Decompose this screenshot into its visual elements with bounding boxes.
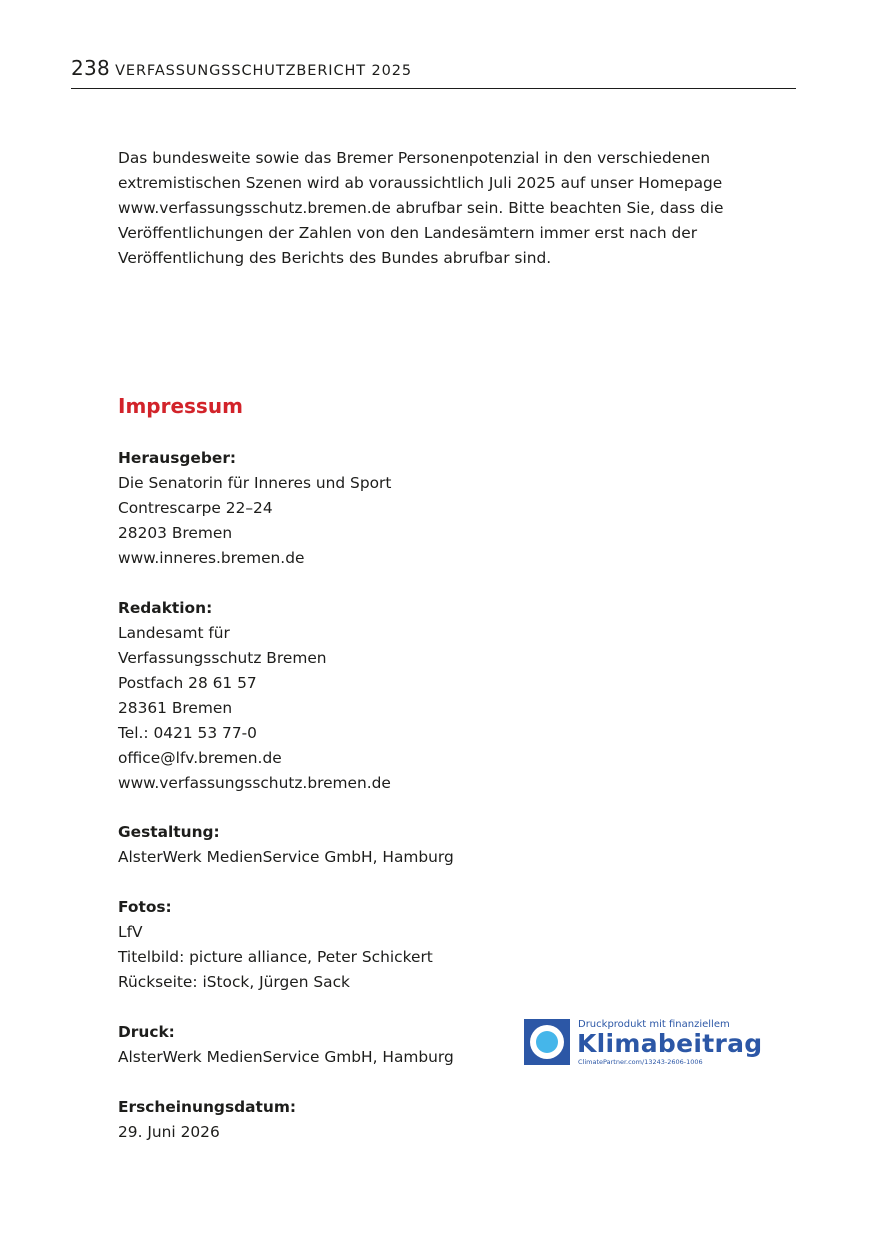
section-label: Herausgeber: — [118, 449, 237, 467]
druck-section — [118, 1020, 454, 1070]
section-label: Fotos: — [118, 898, 172, 916]
section-line: Rückseite: iStock, Jürgen Sack — [118, 973, 350, 991]
fotos-section — [118, 895, 433, 995]
section-label: Gestaltung: — [118, 823, 220, 841]
climate-logo-icon — [524, 1019, 570, 1065]
erscheinungsdatum-section — [118, 1095, 296, 1145]
badge-main-text: Klimabeitrag — [577, 1029, 763, 1058]
intro-line: extremistischen Szenen wird ab voraussichtlich Juli 2025 auf unser Homepage — [118, 174, 723, 192]
page-header — [71, 56, 796, 89]
publication-date: 29. Juni 2026 — [118, 1123, 220, 1141]
section-label: Erscheinungsdatum: — [118, 1098, 297, 1116]
section-label: Redaktion: — [118, 599, 213, 617]
intro-line: www.verfassungsschutz.bremen.de abrufbar sein. Bitte beachten Sie, dass die — [118, 199, 724, 217]
website-link[interactable]: www.inneres.bremen.de — [118, 549, 305, 567]
intro-line: Veröffentlichung des Berichts des Bundes abrufbar sind. — [118, 249, 552, 267]
section-line: Landesamt für — [118, 624, 230, 642]
section-line: AlsterWerk MedienService GmbH, Hamburg — [118, 1048, 454, 1066]
section-line: AlsterWerk MedienService GmbH, Hamburg — [118, 848, 454, 866]
intro-line: Das bundesweite sowie das Bremer Personenpotenzial in den verschiedenen — [118, 149, 711, 167]
email-link[interactable]: office@lfv.bremen.de — [118, 749, 282, 767]
section-line: LfV — [118, 923, 143, 941]
section-label: Druck: — [118, 1023, 175, 1041]
impressum-heading: Impressum — [118, 394, 243, 418]
section-line: Titelbild: picture alliance, Peter Schickert — [118, 948, 433, 966]
website-link[interactable]: www.verfassungsschutz.bremen.de — [118, 774, 391, 792]
section-line: 28203 Bremen — [118, 524, 233, 542]
section-line: Verfassungsschutz Bremen — [118, 649, 327, 667]
badge-top-text: Druckprodukt mit finanziellem — [578, 1019, 730, 1030]
intro-line: Veröffentlichungen der Zahlen von den Landesämtern immer erst nach der — [118, 224, 698, 242]
redaktion-section — [118, 596, 391, 796]
section-line: Contrescarpe 22–24 — [118, 499, 273, 517]
section-line: 28361 Bremen — [118, 699, 233, 717]
section-line: Postfach 28 61 57 — [118, 674, 257, 692]
section-line: Die Senatorin für Inneres und Sport — [118, 474, 392, 492]
intro-paragraph — [118, 146, 758, 271]
badge-url-text: ClimatePartner.com/13243-2606-1006 — [578, 1058, 703, 1066]
herausgeber-section — [118, 446, 391, 571]
gestaltung-section — [118, 820, 454, 870]
page-number: 238 — [71, 56, 111, 80]
phone-number: Tel.: 0421 53 77-0 — [118, 724, 257, 742]
running-title: VERFASSUNGSSCHUTZBERICHT 2025 — [115, 63, 413, 79]
climate-partner-badge — [524, 1019, 763, 1067]
